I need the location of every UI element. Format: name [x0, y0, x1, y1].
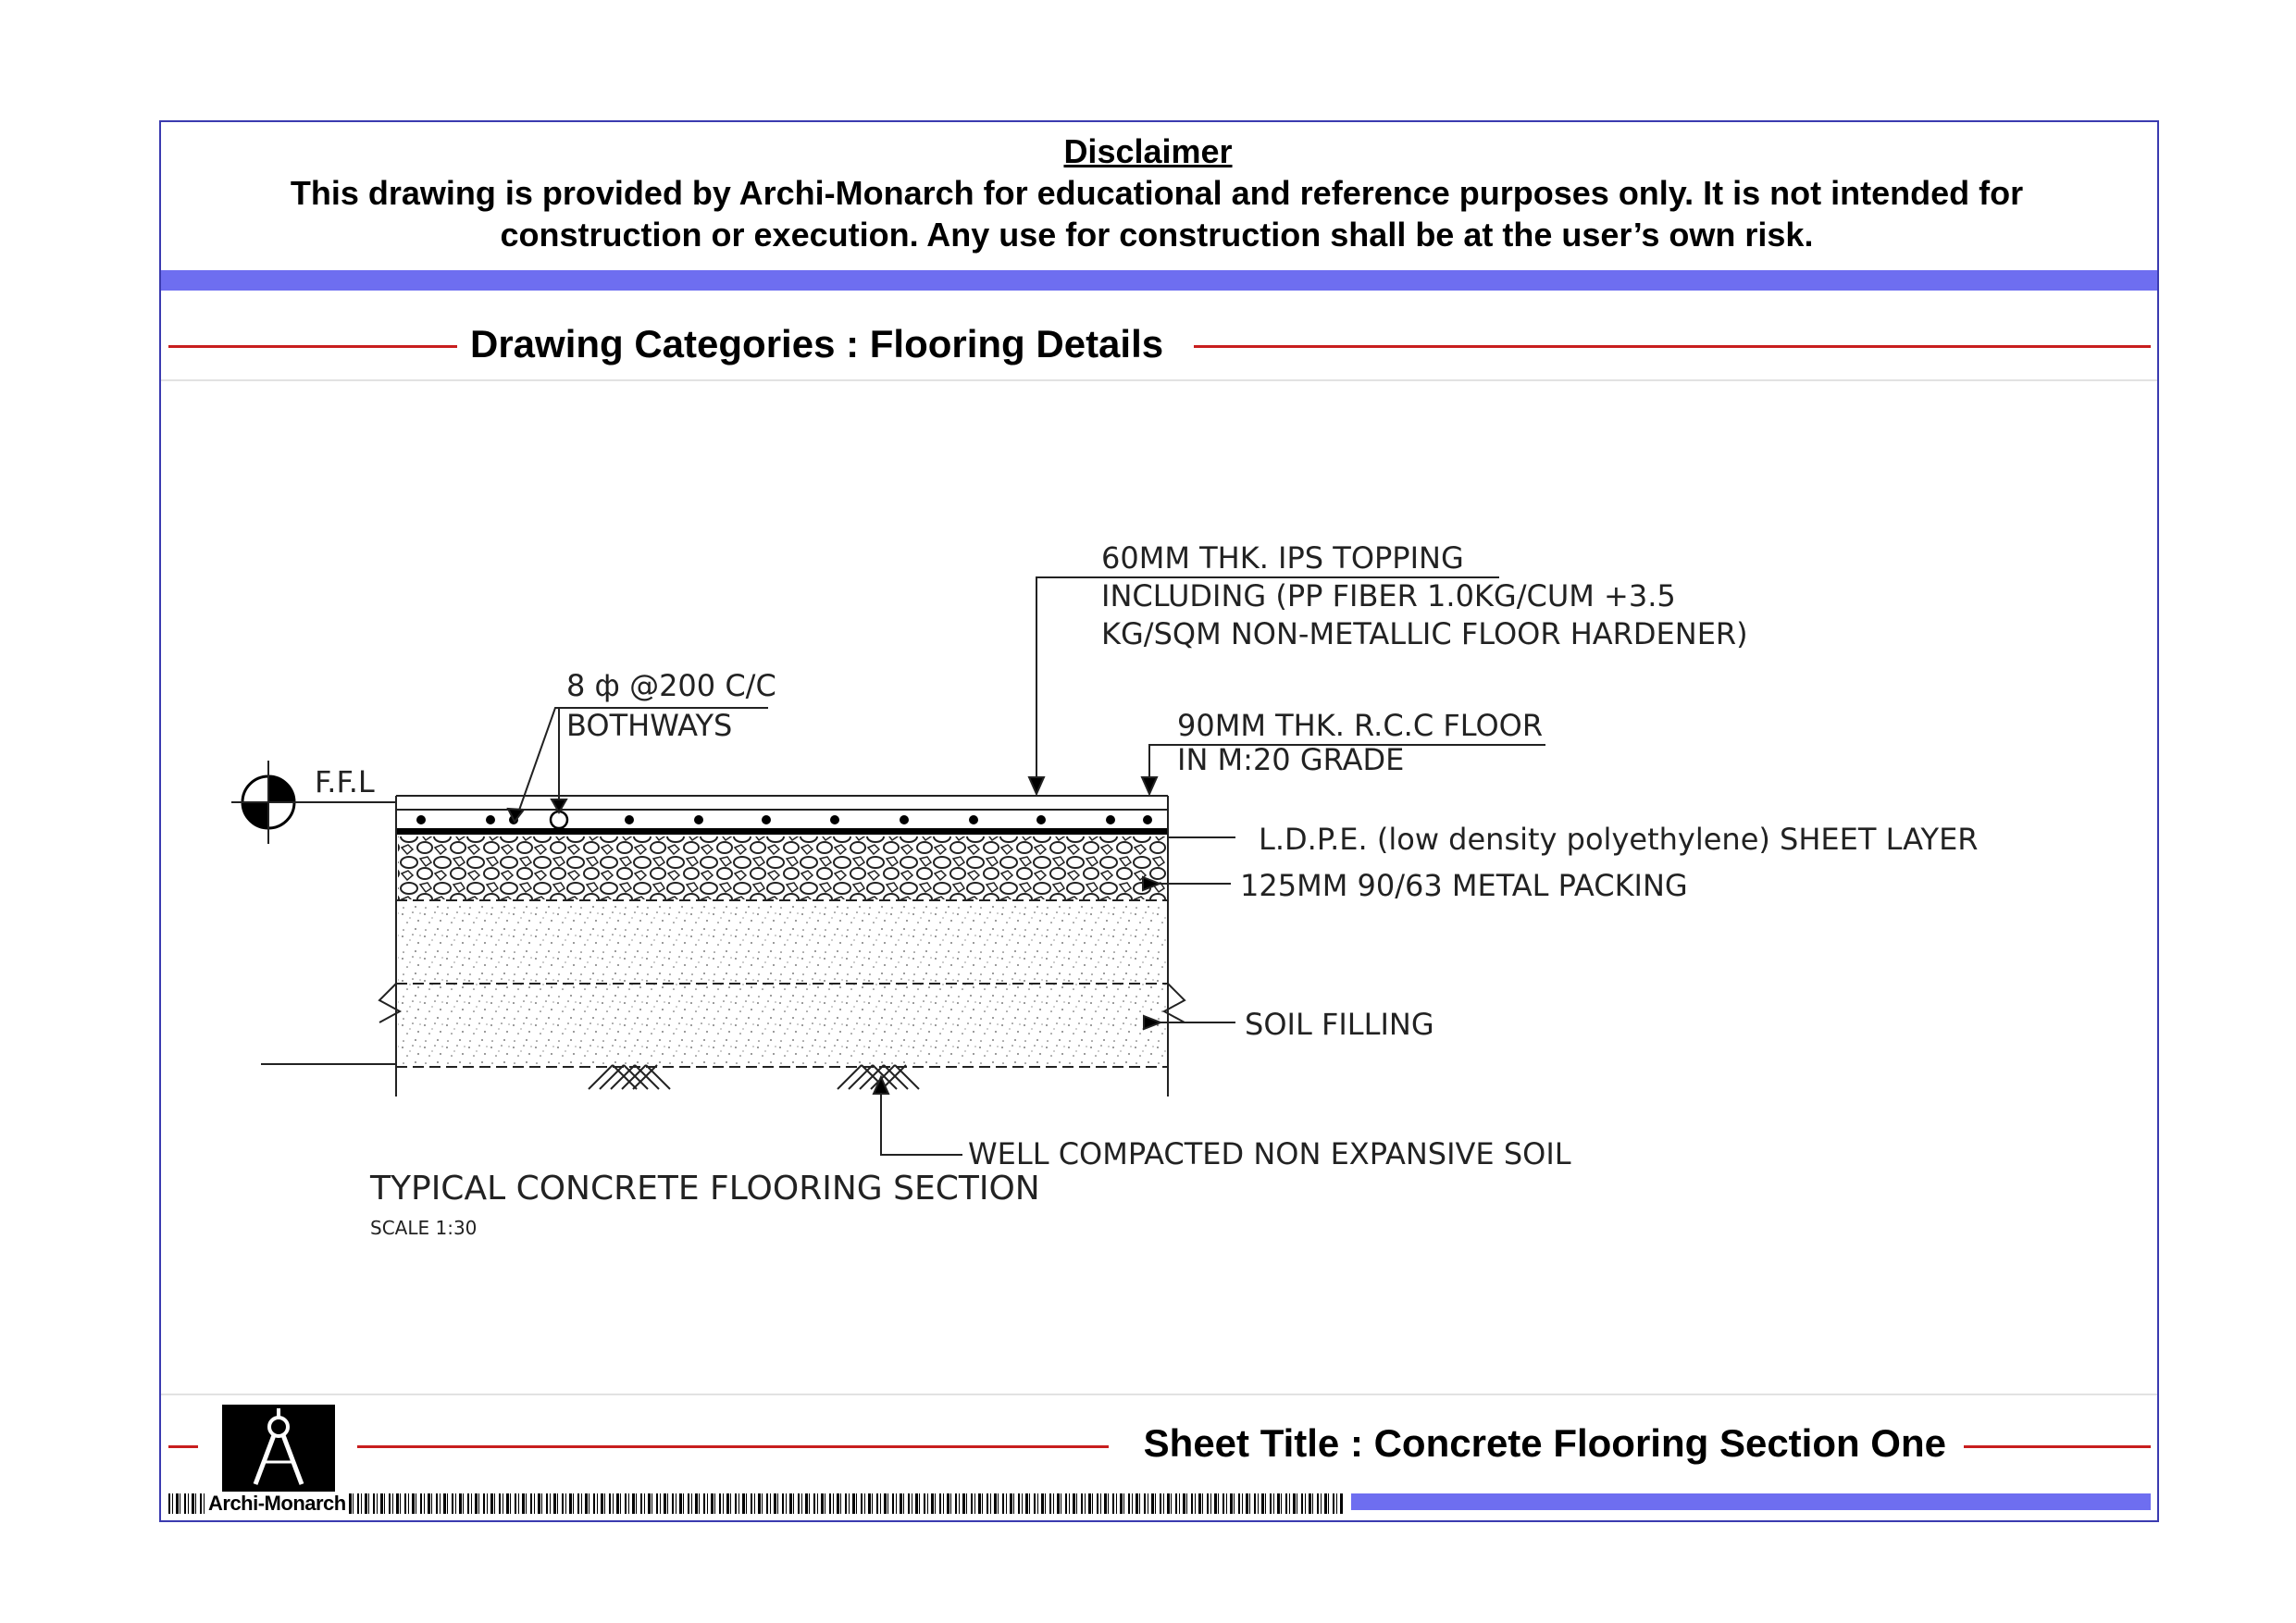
label-ffl: F.F.L	[315, 764, 375, 799]
label-rebar-spacing: 8 ф @200 C/C	[566, 668, 776, 703]
footer-divider	[161, 1394, 2157, 1395]
section-title: TYPICAL CONCRETE FLOORING SECTION	[370, 1170, 1040, 1208]
footer-rule-left	[168, 1445, 198, 1448]
footer-band	[1351, 1493, 2151, 1510]
label-metal-packing: 125MM 90/63 METAL PACKING	[1240, 868, 1688, 903]
label-ips-including: INCLUDING (PP FIBER 1.0KG/CUM +3.5	[1101, 578, 1676, 613]
metal-packing-layer	[398, 836, 1166, 899]
brand-name: Archi-Monarch	[205, 1492, 349, 1516]
disclaimer-text: This drawing is provided by Archi-Monarch for educational and reference purposes only. It is not intended for construction or execution. Any use for construction shall be at the user’s own risk.	[290, 174, 2024, 254]
label-rcc-grade: IN M:20 GRADE	[1177, 742, 1405, 777]
label-rcc-floor: 90MM THK. R.C.C FLOOR	[1177, 708, 1544, 743]
label-ips-hardener: KG/SQM NON-METALLIC FLOOR HARDENER)	[1101, 616, 1748, 651]
drawing-category-title: Drawing Categories : Flooring Details	[470, 322, 1164, 365]
sheet-title: Sheet Title : Concrete Flooring Section One	[1143, 1421, 1946, 1465]
label-ldpe-sheet: L.D.P.E. (low density polyethylene) SHEET LAYER	[1259, 822, 1979, 857]
label-ips-topping: 60MM THK. IPS TOPPING	[1101, 540, 1464, 576]
footer-rule-right	[1964, 1445, 2151, 1448]
compass-icon	[222, 1405, 335, 1492]
footer-rule-middle	[357, 1445, 1109, 1448]
compacted-soil-hatch	[589, 1065, 919, 1089]
label-soil-filling: SOIL FILLING	[1245, 1007, 1434, 1042]
label-compacted-soil: WELL COMPACTED NON EXPANSIVE SOIL	[968, 1136, 1571, 1171]
archi-monarch-logo	[222, 1405, 335, 1492]
disclaimer-title: Disclaimer	[1063, 132, 1233, 170]
label-rebar-bothways: BOTHWAYS	[566, 708, 733, 743]
section-scale: SCALE 1:30	[370, 1217, 478, 1239]
rebar-dots	[416, 812, 1152, 828]
